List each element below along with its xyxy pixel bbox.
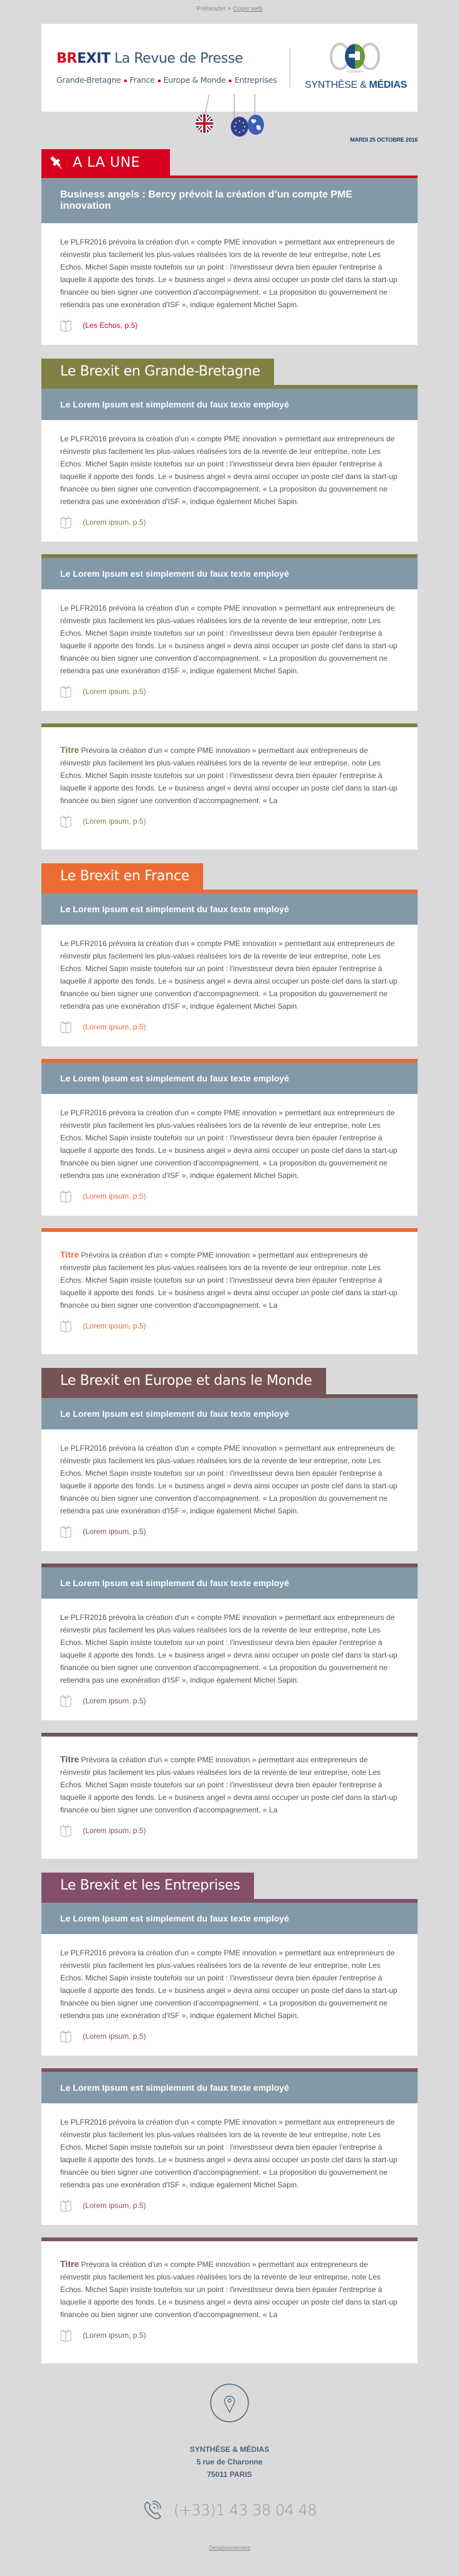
article-source xyxy=(60,1189,399,1203)
article-source xyxy=(60,1694,399,1708)
section xyxy=(41,1859,418,2363)
brief-body xyxy=(60,744,399,807)
source-label[interactable]: (Les Echos, p.5) xyxy=(83,321,138,330)
footer-street: 5 rue de Charonne xyxy=(196,2458,263,2466)
phone-text: (+33)1 43 38 04 48 xyxy=(173,2501,317,2519)
article-body: Le PLFR2016 prévoira la création d'un « compte PME innovation » permettant aux entrepreneurs de réinvestir plus facilement les plus-values réalisées lors de la revente de leur entreprise, note Les Echos. Michel Sapin insiste toutefois sur un point : l'investisseur devra bien épauler l'entreprise à laquelle il apporte des fonds. Le « business angel » devra ainsi occuper un poste clef dans la start-up financée ou bien signer une convention d'accompagnement. « La proposition du gouvernement ne retiendra pas une exonération d'ISF », indique également Michel Sapin. xyxy=(60,604,398,675)
article-source xyxy=(60,318,399,332)
article-title[interactable]: Le Lorem Ipsum est simplement du faux texte employé xyxy=(41,558,418,589)
article-card xyxy=(41,1063,418,1216)
brand-br: BR xyxy=(56,51,77,66)
article-source xyxy=(60,515,399,529)
preheader-text: Préheader + xyxy=(196,6,233,13)
newsletter xyxy=(41,0,418,2576)
book-icon xyxy=(60,1695,71,1707)
brief-label[interactable]: Titre xyxy=(60,745,80,755)
flags-area xyxy=(41,112,418,149)
source-label[interactable]: (Lorem ipsum, p.5) xyxy=(83,1826,146,1835)
brief-card xyxy=(41,1737,418,1859)
brief-text: Prévoira la création d'un « compte PME innovation » permettant aux entrepreneurs de réinvestir plus facilement les plus-values réalisées lors de la revente de leur entreprise, note Les Echos. Michel Sapin insiste toutefois sur un point : l'investisseur devra bien épauler l'entreprise à laquelle il apporte des fonds. Le « business angel » devra ainsi occuper un poste clef dans la start-up financée ou bien signer une convention d'accompagnement. « La xyxy=(60,1251,398,1310)
phone-icon xyxy=(142,2500,164,2521)
article-source xyxy=(60,814,399,828)
article-source xyxy=(60,1525,399,1538)
article-card xyxy=(41,1398,418,1551)
header-banner xyxy=(41,24,418,112)
brief-text: Prévoira la création d'un « compte PME innovation » permettant aux entrepreneurs de réinvestir plus facilement les plus-values réalisées lors de la revente de leur entreprise, note Les Echos. Michel Sapin insiste toutefois sur un point : l'investisseur devra bien épauler l'entreprise à laquelle il apporte des fonds. Le « business angel » devra ainsi occuper un poste clef dans la start-up financée ou bien signer une convention d'accompagnement. « La xyxy=(60,1755,398,1814)
brand-exit: EXIT xyxy=(76,51,110,66)
brief-label[interactable]: Titre xyxy=(60,1754,80,1764)
source-label[interactable]: (Lorem ipsum, p.5) xyxy=(83,2331,146,2340)
book-icon xyxy=(60,685,71,698)
brief-body xyxy=(60,1753,399,1816)
brief-text: Prévoira la création d'un « compte PME innovation » permettant aux entrepreneurs de réinvestir plus facilement les plus-values réalisées lors de la revente de leur entreprise, note Les Echos. Michel Sapin insiste toutefois sur un point : l'investisseur devra bien épauler l'entreprise à laquelle il apporte des fonds. Le « business angel » devra ainsi occuper un poste clef dans la start-up financée ou bien signer une convention d'accompagnement. « La xyxy=(60,746,398,805)
brief-card xyxy=(41,1232,418,1354)
article-body: Le PLFR2016 prévoira la création d'un « compte PME innovation » permettant aux entrepreneurs de réinvestir plus facilement les plus-values réalisées lors de la revente de leur entreprise, note Les Echos. Michel Sapin insiste toutefois sur un point : l'investisseur devra bien épauler l'entreprise à laquelle il apporte des fonds. Le « business angel » devra ainsi occuper un poste clef dans la start-up financée ou bien signer une convention d'accompagnement. « La proposition du gouvernement ne retiendra pas une exonération d'ISF », indique également Michel Sapin. xyxy=(60,1444,398,1515)
pushpin-icon xyxy=(49,155,63,169)
article-card xyxy=(41,389,418,542)
book-icon xyxy=(60,1824,71,1837)
brand-subtitle: La Revue de Presse xyxy=(110,51,243,66)
source-label[interactable]: (Lorem ipsum, p.5) xyxy=(83,1322,146,1330)
article-title[interactable]: Le Lorem Ipsum est simplement du faux texte employé xyxy=(41,1567,418,1599)
section-a-la-une xyxy=(41,149,418,345)
source-label[interactable]: (Lorem ipsum, p.5) xyxy=(83,2201,146,2210)
book-icon xyxy=(60,1320,71,1332)
company-name xyxy=(305,80,405,91)
brief-body xyxy=(60,1248,399,1312)
web-copy-link[interactable]: Copie web xyxy=(233,6,263,13)
uk-flag-icon[interactable] xyxy=(196,114,213,133)
article-title[interactable]: Le Lorem Ipsum est simplement du faux texte employé xyxy=(41,389,418,420)
source-label[interactable]: (Lorem ipsum, p.5) xyxy=(83,1192,146,1201)
phone-number[interactable] xyxy=(41,2500,418,2521)
preheader xyxy=(41,0,418,24)
source-label[interactable]: (Lorem ipsum, p.5) xyxy=(83,817,146,826)
section-title: Le Brexit en Europe et dans le Monde xyxy=(41,1368,326,1394)
book-icon xyxy=(60,2199,71,2212)
unsubscribe-link[interactable]: Désabonnement xyxy=(208,2545,251,2551)
world-globe-icon[interactable] xyxy=(247,114,265,135)
book-icon xyxy=(60,319,71,332)
article-title[interactable]: Le Lorem Ipsum est simplement du faux texte employé xyxy=(41,1903,418,1934)
source-label[interactable]: (Lorem ipsum, p.5) xyxy=(83,1023,146,1031)
book-icon xyxy=(60,2030,71,2042)
bullet-icon xyxy=(229,80,231,82)
section-title: Le Brexit en France xyxy=(41,863,203,890)
article-body: Le PLFR2016 prévoira la création d'un « compte PME innovation » permettant aux entrepreneurs de réinvestir plus facilement les plus-values réalisées lors de la revente de leur entreprise, note Les Echos. Michel Sapin insiste toutefois sur un point : l'investisseur devra bien épauler l'entreprise à laquelle il apporte des fonds. Le « business angel » devra ainsi occuper un poste clef dans la start-up financée ou bien signer une convention d'accompagnement. « La proposition du gouvernement ne retiendra pas une exonération d'ISF », indique également Michel Sapin. xyxy=(60,238,398,309)
article-source xyxy=(60,2199,399,2212)
footer-company: SYNTHÈSE & MÉDIAS xyxy=(189,2445,270,2454)
article-title[interactable]: Le Lorem Ipsum est simplement du faux texte employé xyxy=(41,1063,418,1094)
location-pin-icon xyxy=(210,2384,249,2422)
article-card xyxy=(41,1567,418,1720)
article-title[interactable]: Le Lorem Ipsum est simplement du faux texte employé xyxy=(41,1398,418,1429)
source-label[interactable]: (Lorem ipsum, p.5) xyxy=(83,1696,146,1705)
article-card xyxy=(41,2072,418,2225)
article-source xyxy=(60,1319,399,1333)
article-card xyxy=(41,558,418,711)
article-body: Le PLFR2016 prévoira la création d'un « compte PME innovation » permettant aux entrepreneurs de réinvestir plus facilement les plus-values réalisées lors de la revente de leur entreprise, note Les Echos. Michel Sapin insiste toutefois sur un point : l'investisseur devra bien épauler l'entreprise à laquelle il apporte des fonds. Le « business angel » devra ainsi occuper un poste clef dans la start-up financée ou bien signer une convention d'accompagnement. « La proposition du gouvernement ne retiendra pas une exonération d'ISF », indique également Michel Sapin. xyxy=(60,1108,398,1180)
article-source xyxy=(60,1824,399,1837)
company-address xyxy=(41,2443,418,2481)
a-la-une-tab xyxy=(41,149,170,176)
footer-city: 75011 PARIS xyxy=(207,2470,252,2479)
article-source xyxy=(60,685,399,698)
bullet-icon xyxy=(124,80,127,82)
article-title[interactable]: Le Lorem Ipsum est simplement du faux texte employé xyxy=(41,2072,418,2103)
company-logo xyxy=(305,41,405,91)
topic-europe-monde: Europe & Monde xyxy=(163,75,226,85)
unsubscribe xyxy=(41,2545,418,2551)
article-body: Le PLFR2016 prévoira la création d'un « compte PME innovation » permettant aux entrepreneurs de réinvestir plus facilement les plus-values réalisées lors de la revente de leur entreprise, note Les Echos. Michel Sapin insiste toutefois sur un point : l'investisseur devra bien épauler l'entreprise à laquelle il apporte des fonds. Le « business angel » devra ainsi occuper un poste clef dans la start-up financée ou bien signer une convention d'accompagnement. « La proposition du gouvernement ne retiendra pas une exonération d'ISF », indique également Michel Sapin. xyxy=(60,939,398,1011)
brief-label[interactable]: Titre xyxy=(60,2259,80,2269)
section-title: Le Brexit et les Entreprises xyxy=(41,1873,254,1899)
article-card xyxy=(41,178,418,345)
article-card xyxy=(41,1903,418,2056)
book-icon xyxy=(60,1525,71,1538)
source-label[interactable]: (Lorem ipsum, p.5) xyxy=(83,687,146,696)
flag-string xyxy=(234,94,235,119)
article-body: Le PLFR2016 prévoira la création d'un « compte PME innovation » permettant aux entrepreneurs de réinvestir plus facilement les plus-values réalisées lors de la revente de leur entreprise, note Les Echos. Michel Sapin insiste toutefois sur un point : l'investisseur devra bien épauler l'entreprise à laquelle il apporte des fonds. Le « business angel » devra ainsi occuper un poste clef dans la start-up financée ou bien signer une convention d'accompagnement. « La proposition du gouvernement ne retiendra pas une exonération d'ISF », indique également Michel Sapin. xyxy=(60,1948,398,2020)
article-body: Le PLFR2016 prévoira la création d'un « compte PME innovation » permettant aux entrepreneurs de réinvestir plus facilement les plus-values réalisées lors de la revente de leur entreprise, note Les Echos. Michel Sapin insiste toutefois sur un point : l'investisseur devra bien épauler l'entreprise à laquelle il apporte des fonds. Le « business angel » devra ainsi occuper un poste clef dans la start-up financée ou bien signer une convention d'accompagnement. « La proposition du gouvernement ne retiendra pas une exonération d'ISF », indique également Michel Sapin. xyxy=(60,2118,398,2189)
brief-body xyxy=(60,2258,399,2321)
topic-grande-bretagne: Grande-Bretagne xyxy=(56,75,121,85)
eu-flag-icon[interactable] xyxy=(231,117,248,137)
topic-entreprises: Entreprises xyxy=(235,75,277,85)
company-name-light: SYNTHÈSE & xyxy=(305,80,369,90)
bullet-icon xyxy=(158,80,161,82)
article-body: Le PLFR2016 prévoira la création d'un « compte PME innovation » permettant aux entrepreneurs de réinvestir plus facilement les plus-values réalisées lors de la revente de leur entreprise, note Les Echos. Michel Sapin insiste toutefois sur un point : l'investisseur devra bien épauler l'entreprise à laquelle il apporte des fonds. Le « business angel » devra ainsi occuper un poste clef dans la start-up financée ou bien signer une convention d'accompagnement. « La proposition du gouvernement ne retiendra pas une exonération d'ISF », indique également Michel Sapin. xyxy=(60,434,398,506)
topic-france: France xyxy=(129,75,155,85)
book-icon xyxy=(60,815,71,828)
article-title[interactable]: Business angels : Bercy prévoit la création d’un compte PME innovation xyxy=(41,178,418,223)
book-icon xyxy=(60,1190,71,1202)
brief-card xyxy=(41,727,418,849)
brief-label[interactable]: Titre xyxy=(60,1249,80,1259)
source-label[interactable]: (Lorem ipsum, p.5) xyxy=(83,1527,146,1536)
a-la-une-label: A LA UNE xyxy=(73,154,140,171)
article-source xyxy=(60,1020,399,1034)
globe-logo-icon xyxy=(330,41,380,73)
article-source xyxy=(60,2029,399,2043)
brief-card xyxy=(41,2241,418,2363)
source-label[interactable]: (Lorem ipsum, p.5) xyxy=(83,518,146,527)
issue-date: MARDI 25 OCTOBRE 2016 xyxy=(350,137,418,143)
section xyxy=(41,849,418,1354)
section xyxy=(41,1354,418,1859)
book-icon xyxy=(60,1021,71,1033)
section xyxy=(41,345,418,849)
section-title: Le Brexit en Grande-Bretagne xyxy=(41,359,274,385)
book-icon xyxy=(60,516,71,528)
company-name-bold: MÉDIAS xyxy=(369,80,407,90)
article-card xyxy=(41,893,418,1046)
footer xyxy=(41,2363,418,2576)
article-body: Le PLFR2016 prévoira la création d'un « compte PME innovation » permettant aux entrepreneurs de réinvestir plus facilement les plus-values réalisées lors de la revente de leur entreprise, note Les Echos. Michel Sapin insiste toutefois sur un point : l'investisseur devra bien épauler l'entreprise à laquelle il apporte des fonds. Le « business angel » devra ainsi occuper un poste clef dans la start-up financée ou bien signer une convention d'accompagnement. « La proposition du gouvernement ne retiendra pas une exonération d'ISF », indique également Michel Sapin. xyxy=(60,1613,398,1685)
source-label[interactable]: (Lorem ipsum, p.5) xyxy=(83,2032,146,2041)
article-source xyxy=(60,2328,399,2342)
newsletter-title xyxy=(56,51,282,66)
book-icon xyxy=(60,2329,71,2342)
article-title[interactable]: Le Lorem Ipsum est simplement du faux texte employé xyxy=(41,893,418,925)
brief-text: Prévoira la création d'un « compte PME innovation » permettant aux entrepreneurs de réinvestir plus facilement les plus-values réalisées lors de la revente de leur entreprise, note Les Echos. Michel Sapin insiste toutefois sur un point : l'investisseur devra bien épauler l'entreprise à laquelle il apporte des fonds. Le « business angel » devra ainsi occuper un poste clef dans la start-up financée ou bien signer une convention d'accompagnement. « La xyxy=(60,2260,398,2319)
topic-list xyxy=(56,75,282,85)
